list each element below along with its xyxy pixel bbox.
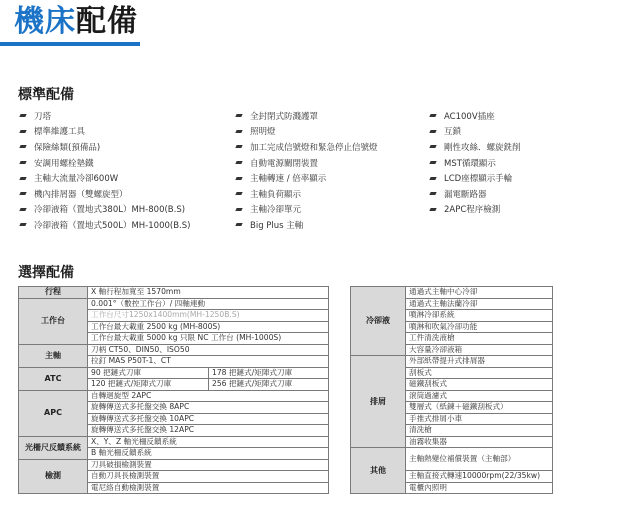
standard-item: 標準維護工具 (20, 124, 190, 140)
standard-item: 主軸負荷顯示 (236, 186, 378, 202)
standard-item: 全封閉式防濺護罩 (236, 108, 378, 124)
standard-item: AC100V插座 (430, 108, 521, 124)
standard-item: 剛性攻絲．螺旋銑削 (430, 139, 521, 155)
table-cell: 噴淋冷卻系統 (406, 310, 553, 322)
title-part1: 機床 (14, 4, 76, 39)
table-cell: 噴淋和吹氣冷卻功能 (406, 321, 553, 333)
bullet-icon (19, 177, 26, 180)
table-cell: 通過式主軸中心冷卻 (406, 287, 553, 299)
standard-col-1 (20, 108, 190, 233)
standard-item: LCD座標顯示手輪 (430, 170, 521, 186)
table-cell: 自動刀具長檢測裝置 (88, 471, 329, 483)
standard-item: 刀塔 (20, 108, 190, 124)
column-gap (329, 287, 351, 494)
standard-col-2 (236, 108, 378, 233)
bullet-icon (19, 130, 26, 133)
standard-item: 加工完成信號燈和緊急停止信號燈 (236, 139, 378, 155)
table-row (19, 402, 553, 414)
table-cell: 刀具破損檢測裝置 (88, 459, 329, 471)
table-row (19, 287, 553, 299)
table-cell: 256 把鏈式/矩陣式刀庫 (209, 379, 329, 391)
table-cell: 178 把鏈式/矩陣式刀庫 (209, 367, 329, 379)
table-row (19, 471, 553, 483)
category-detect: 檢測 (19, 459, 88, 494)
table-row (19, 344, 553, 356)
bullet-icon (429, 145, 436, 148)
table-cell: X、Y、Z 軸光柵反饋系統 (88, 436, 329, 448)
category-scale: 光柵尺反饋系統 (19, 436, 88, 459)
table-cell: 自轉迴旋型 2APC (88, 390, 329, 402)
standard-item: 保險絲類(預備品) (20, 139, 190, 155)
table-cell: 刀柄 CT50、DIN50、ISO50 (88, 344, 329, 356)
category-other: 其他 (351, 448, 406, 494)
table-cell: 電櫃內照明 (406, 482, 553, 494)
bullet-icon (429, 177, 436, 180)
category-spindle: 主軸 (19, 344, 88, 367)
standard-item: MST循環顯示 (430, 155, 521, 171)
standard-item: 漏電斷路器 (430, 186, 521, 202)
table-row (19, 390, 553, 402)
page-title (14, 2, 138, 42)
standard-item: 互鎖 (430, 124, 521, 140)
bullet-icon (235, 223, 242, 226)
standard-item: 主軸轉速 / 倍率顯示 (236, 170, 378, 186)
title-underline (0, 42, 140, 46)
bullet-icon (235, 177, 242, 180)
table-cell: 刮板式 (406, 367, 553, 379)
standard-item: 2APC程序檢測 (430, 202, 521, 218)
table-row (19, 333, 553, 345)
table-cell: X 軸行程加寬至 1570mm (88, 287, 329, 299)
bullet-icon (235, 161, 242, 164)
table-cell: 工作台尺寸1250x1400mm(MH-1250B.S) (88, 310, 329, 322)
standard-item: 主軸冷卻單元 (236, 202, 378, 218)
bullet-icon (235, 145, 242, 148)
bullet-icon (19, 161, 26, 164)
standard-item: 自動電源關閉裝置 (236, 155, 378, 171)
table-cell: 主軸熱變位補償裝置（主軸部） (406, 448, 553, 471)
table-row (19, 298, 553, 310)
table-row (19, 425, 553, 437)
bullet-icon (19, 208, 26, 211)
bullet-icon (429, 192, 436, 195)
table-cell: 旋轉傳送式多托盤交換 12APC (88, 425, 329, 437)
category-coolant: 冷卻液 (351, 287, 406, 356)
standard-item: 照明燈 (236, 124, 378, 140)
category-chip: 排屑 (351, 356, 406, 448)
table-row (19, 413, 553, 425)
table-cell: 工件清洗液槍 (406, 333, 553, 345)
table-cell: 旋轉傳送式多托盤交換 8APC (88, 402, 329, 414)
table-row (19, 379, 553, 391)
table-cell: 工作台最大載重 2500 kg (MH-800S) (88, 321, 329, 333)
table-cell: 油霧收集器 (406, 436, 553, 448)
bullet-icon (429, 114, 436, 117)
optional-equipment-table (18, 286, 553, 494)
table-row (19, 482, 553, 494)
bullet-icon (235, 114, 242, 117)
standard-item: 冷卻液箱（置地式380L）MH-800(B.S) (20, 202, 190, 218)
table-cell: 旋轉傳送式多托盤交換 10APC (88, 413, 329, 425)
table-row (19, 321, 553, 333)
table-row (19, 367, 553, 379)
table-cell: 雙層式（紙鍊＋磁鐵刮板式） (406, 402, 553, 414)
title-part2: 配備 (76, 4, 138, 39)
category-stroke: 行程 (19, 287, 88, 299)
standard-col-3 (430, 108, 521, 217)
table-cell: 工作台最大載重 5000 kg 只限 NC 工作台 (MH-1000S) (88, 333, 329, 345)
bullet-icon (19, 223, 26, 226)
bullet-icon (19, 114, 26, 117)
bullet-icon (429, 130, 436, 133)
table-cell: 通過式主軸法蘭冷卻 (406, 298, 553, 310)
bullet-icon (429, 208, 436, 211)
table-cell: 90 把鏈式刀庫 (88, 367, 209, 379)
bullet-icon (19, 145, 26, 148)
table-cell: 0.001°（數控工作台）/ 四軸連動 (88, 298, 329, 310)
bullet-icon (429, 161, 436, 164)
bullet-icon (19, 192, 26, 195)
table-cell: 大容量冷卻液箱 (406, 344, 553, 356)
standard-item: Big Plus 主軸 (236, 217, 378, 233)
category-worktable: 工作台 (19, 298, 88, 344)
table-row (19, 436, 553, 448)
table-cell: 120 把鏈式/矩陣式刀庫 (88, 379, 209, 391)
table-cell: 外部紙帶提升式排屑器 (406, 356, 553, 368)
table-cell: B 軸光柵反饋系統 (88, 448, 329, 460)
table-cell: 電尼絡自動檢測裝置 (88, 482, 329, 494)
standard-item: 冷卻液箱（置地式500L）MH-1000(B.S) (20, 217, 190, 233)
table-cell: 主軸直接式轉速10000rpm(22/35kw) (406, 471, 553, 483)
standard-item: 安調用螺栓墊鐵 (20, 155, 190, 171)
optional-heading: 選擇配備 (18, 265, 74, 281)
table-row (19, 448, 553, 460)
standard-item: 主軸大流量冷卻600W (20, 170, 190, 186)
table-row (19, 310, 553, 322)
table-cell: 磁鐵刮板式 (406, 379, 553, 391)
category-atc: ATC (19, 367, 88, 390)
table-cell: 拉釘 MAS P50T-1、CT (88, 356, 329, 368)
bullet-icon (235, 130, 242, 133)
bullet-icon (235, 192, 242, 195)
table-cell: 手推式排屑小車 (406, 413, 553, 425)
table-row (19, 356, 553, 368)
bullet-icon (235, 208, 242, 211)
standard-heading: 標準配備 (18, 87, 74, 103)
category-apc: APC (19, 390, 88, 436)
table-cell: 滾筒過濾式 (406, 390, 553, 402)
table-cell: 清洗槍 (406, 425, 553, 437)
standard-item: 機內排屑器（雙螺旋型） (20, 186, 190, 202)
